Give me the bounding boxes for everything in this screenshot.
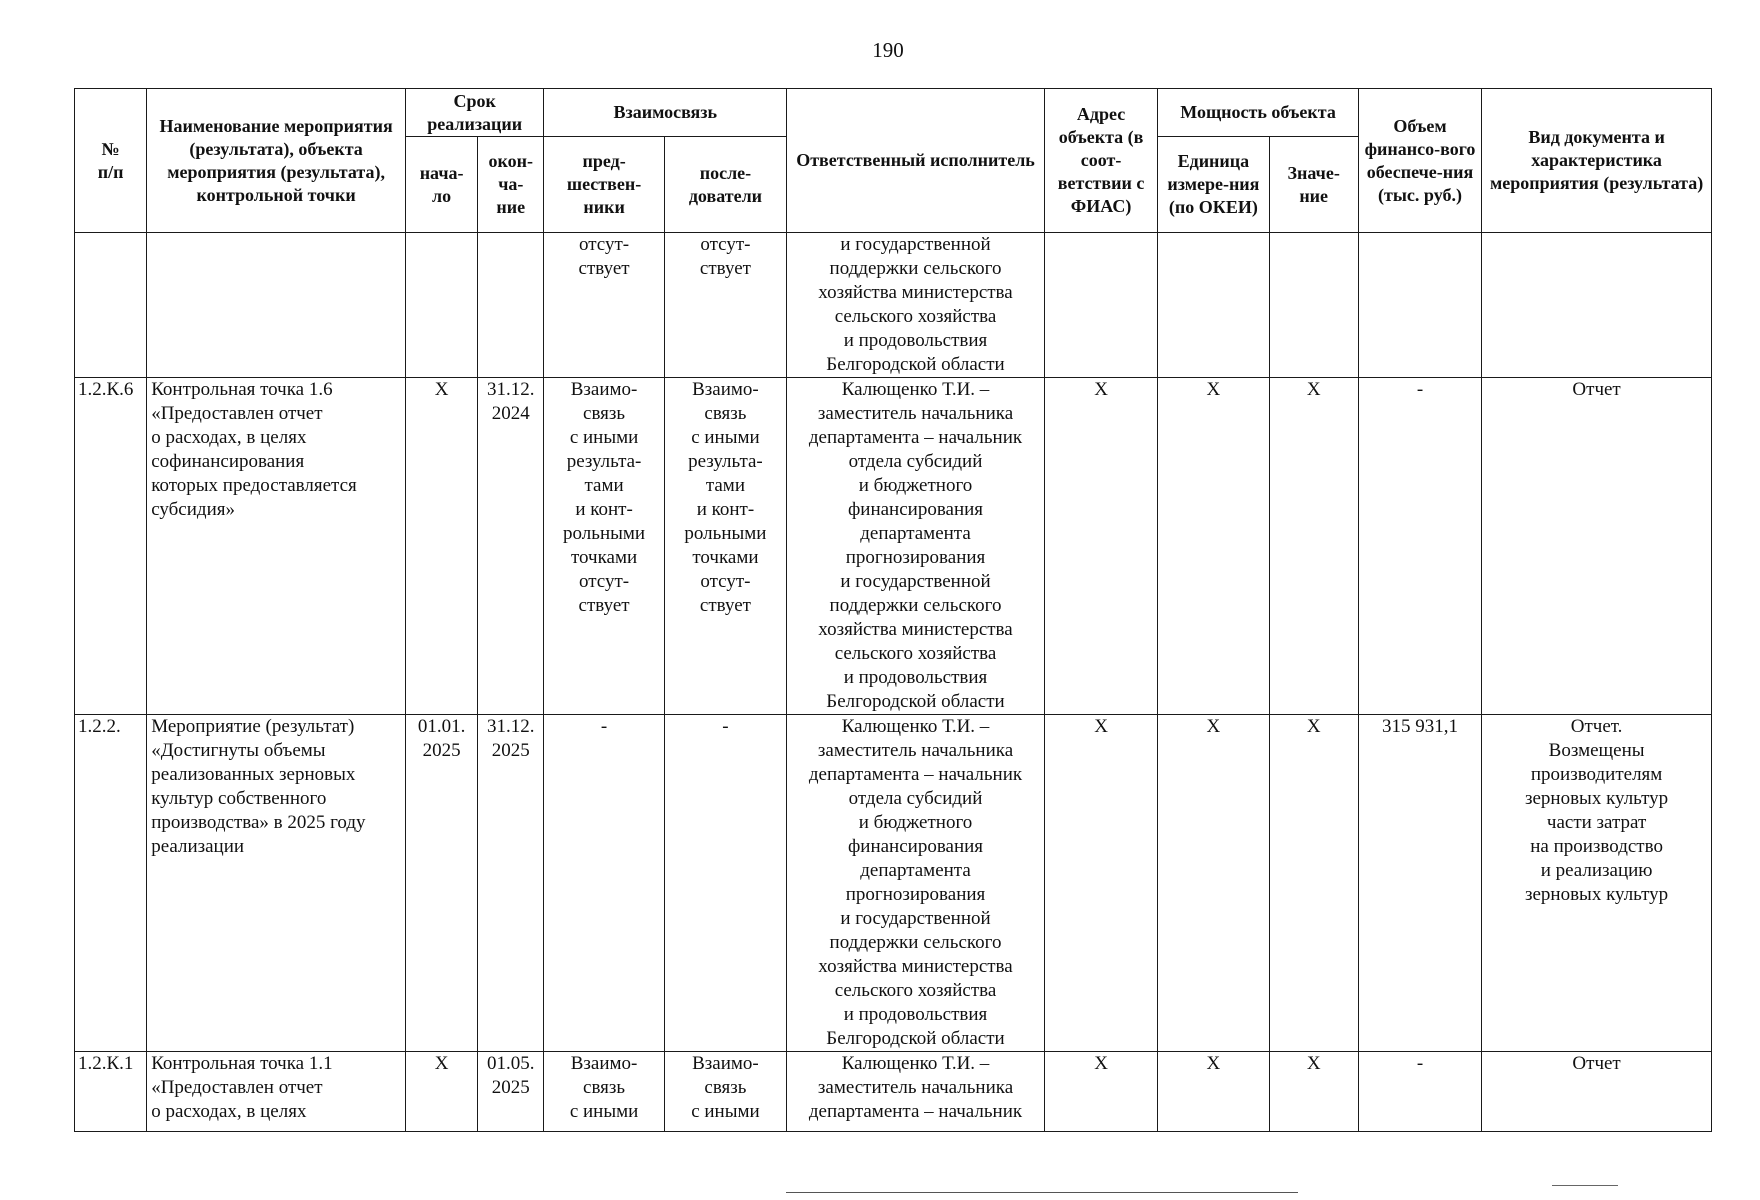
table-header xyxy=(75,89,1712,233)
header-capacity: Мощность объекта xyxy=(1158,89,1359,137)
events-table xyxy=(74,88,1712,1132)
header-link-prev: пред- шествен- ники xyxy=(544,137,664,233)
cell-end: 31.12. 2025 xyxy=(478,715,544,1052)
cell-next: Взаимо- связь с иными результа- тами и конт- рольными точками отсут- ствует xyxy=(664,378,786,715)
header-term: Срок реализации xyxy=(405,89,543,137)
cell-doc xyxy=(1482,233,1712,378)
cell-unit xyxy=(1158,233,1269,378)
cell-responsible: Калющенко Т.И. – заместитель начальника департамента – начальник отдела субсидий и бюджетного финансирования департамента прогнозирования и государственной поддержки сельского хозяйства министерства сельского хозяйства и продовольствия Белгородской области xyxy=(787,715,1045,1052)
cell-value xyxy=(1269,233,1358,378)
page-number: 190 xyxy=(872,38,904,62)
cell-finance: - xyxy=(1358,1052,1481,1132)
cell-num xyxy=(75,233,147,378)
cell-name: Мероприятие (результат) «Достигнуты объемы реализованных зерновых культур собственного производства» в 2025 году реализации xyxy=(147,715,406,1052)
cell-responsible: и государственной поддержки сельского хозяйства министерства сельского хозяйства и продовольствия Белгородской области xyxy=(787,233,1045,378)
table-row xyxy=(75,715,1712,1052)
header-doc: Вид документа и характеристика мероприятия (результата) xyxy=(1482,89,1712,233)
cell-unit: X xyxy=(1158,1052,1269,1132)
cell-start: X xyxy=(405,1052,477,1132)
cell-doc: Отчет. Возмещены производителям зерновых культур части затрат на производство и реализацию зерновых культур xyxy=(1482,715,1712,1052)
header-capacity-unit: Единица измере-ния (по ОКЕИ) xyxy=(1158,137,1269,233)
table-row xyxy=(75,378,1712,715)
header-address: Адрес объекта (в соот-ветствии с ФИАС) xyxy=(1044,89,1157,233)
cell-end: 01.05. 2025 xyxy=(478,1052,544,1132)
scan-artifact-line xyxy=(1552,1185,1618,1186)
header-term-end: окон- ча- ние xyxy=(478,137,544,233)
cell-end: 31.12. 2024 xyxy=(478,378,544,715)
cell-doc: Отчет xyxy=(1482,1052,1712,1132)
cell-prev: отсут- ствует xyxy=(544,233,664,378)
cell-name xyxy=(147,233,406,378)
cell-finance: - xyxy=(1358,378,1481,715)
cell-start: X xyxy=(405,378,477,715)
header-finance: Объем финансо-вого обеспече-ния (тыс. руб.) xyxy=(1358,89,1481,233)
cell-next: отсут- ствует xyxy=(664,233,786,378)
header-term-start: нача- ло xyxy=(405,137,477,233)
header-link-next: после- дователи xyxy=(664,137,786,233)
cell-start xyxy=(405,233,477,378)
header-num: № п/п xyxy=(75,89,147,233)
cell-num: 1.2.2. xyxy=(75,715,147,1052)
cell-prev: Взаимо- связь с иными результа- тами и конт- рольными точками отсут- ствует xyxy=(544,378,664,715)
cell-next: Взаимо- связь с иными xyxy=(664,1052,786,1132)
cell-finance: 315 931,1 xyxy=(1358,715,1481,1052)
cell-value: X xyxy=(1269,1052,1358,1132)
cell-prev: Взаимо- связь с иными xyxy=(544,1052,664,1132)
cell-finance xyxy=(1358,233,1481,378)
cell-end xyxy=(478,233,544,378)
cell-address: X xyxy=(1044,715,1157,1052)
cell-unit: X xyxy=(1158,378,1269,715)
cell-address: X xyxy=(1044,378,1157,715)
table-row xyxy=(75,1052,1712,1132)
cell-num: 1.2.К.1 xyxy=(75,1052,147,1132)
cell-name: Контрольная точка 1.1 «Предоставлен отчет о расходах, в целях xyxy=(147,1052,406,1132)
table-row xyxy=(75,233,1712,378)
cell-doc: Отчет xyxy=(1482,378,1712,715)
cell-address xyxy=(1044,233,1157,378)
cell-address: X xyxy=(1044,1052,1157,1132)
cell-prev: - xyxy=(544,715,664,1052)
cell-num: 1.2.К.6 xyxy=(75,378,147,715)
cell-start: 01.01. 2025 xyxy=(405,715,477,1052)
header-responsible: Ответственный исполнитель xyxy=(787,89,1045,233)
cell-unit: X xyxy=(1158,715,1269,1052)
cell-value: X xyxy=(1269,378,1358,715)
cell-value: X xyxy=(1269,715,1358,1052)
cell-next: - xyxy=(664,715,786,1052)
cell-responsible: Калющенко Т.И. – заместитель начальника департамента – начальник отдела субсидий и бюджетного финансирования департамента прогнозирования и государственной поддержки сельского хозяйства министерства сельского хозяйства и продовольствия Белгородской области xyxy=(787,378,1045,715)
header-capacity-value: Значе- ние xyxy=(1269,137,1358,233)
cell-responsible: Калющенко Т.И. – заместитель начальника департамента – начальник xyxy=(787,1052,1045,1132)
header-link: Взаимосвязь xyxy=(544,89,787,137)
scan-artifact-line xyxy=(786,1192,1298,1193)
header-name: Наименование мероприятия (результата), объекта мероприятия (результата), контрольной точки xyxy=(147,89,406,233)
cell-name: Контрольная точка 1.6 «Предоставлен отчет о расходах, в целях софинансирования которых предоставляется субсидия» xyxy=(147,378,406,715)
